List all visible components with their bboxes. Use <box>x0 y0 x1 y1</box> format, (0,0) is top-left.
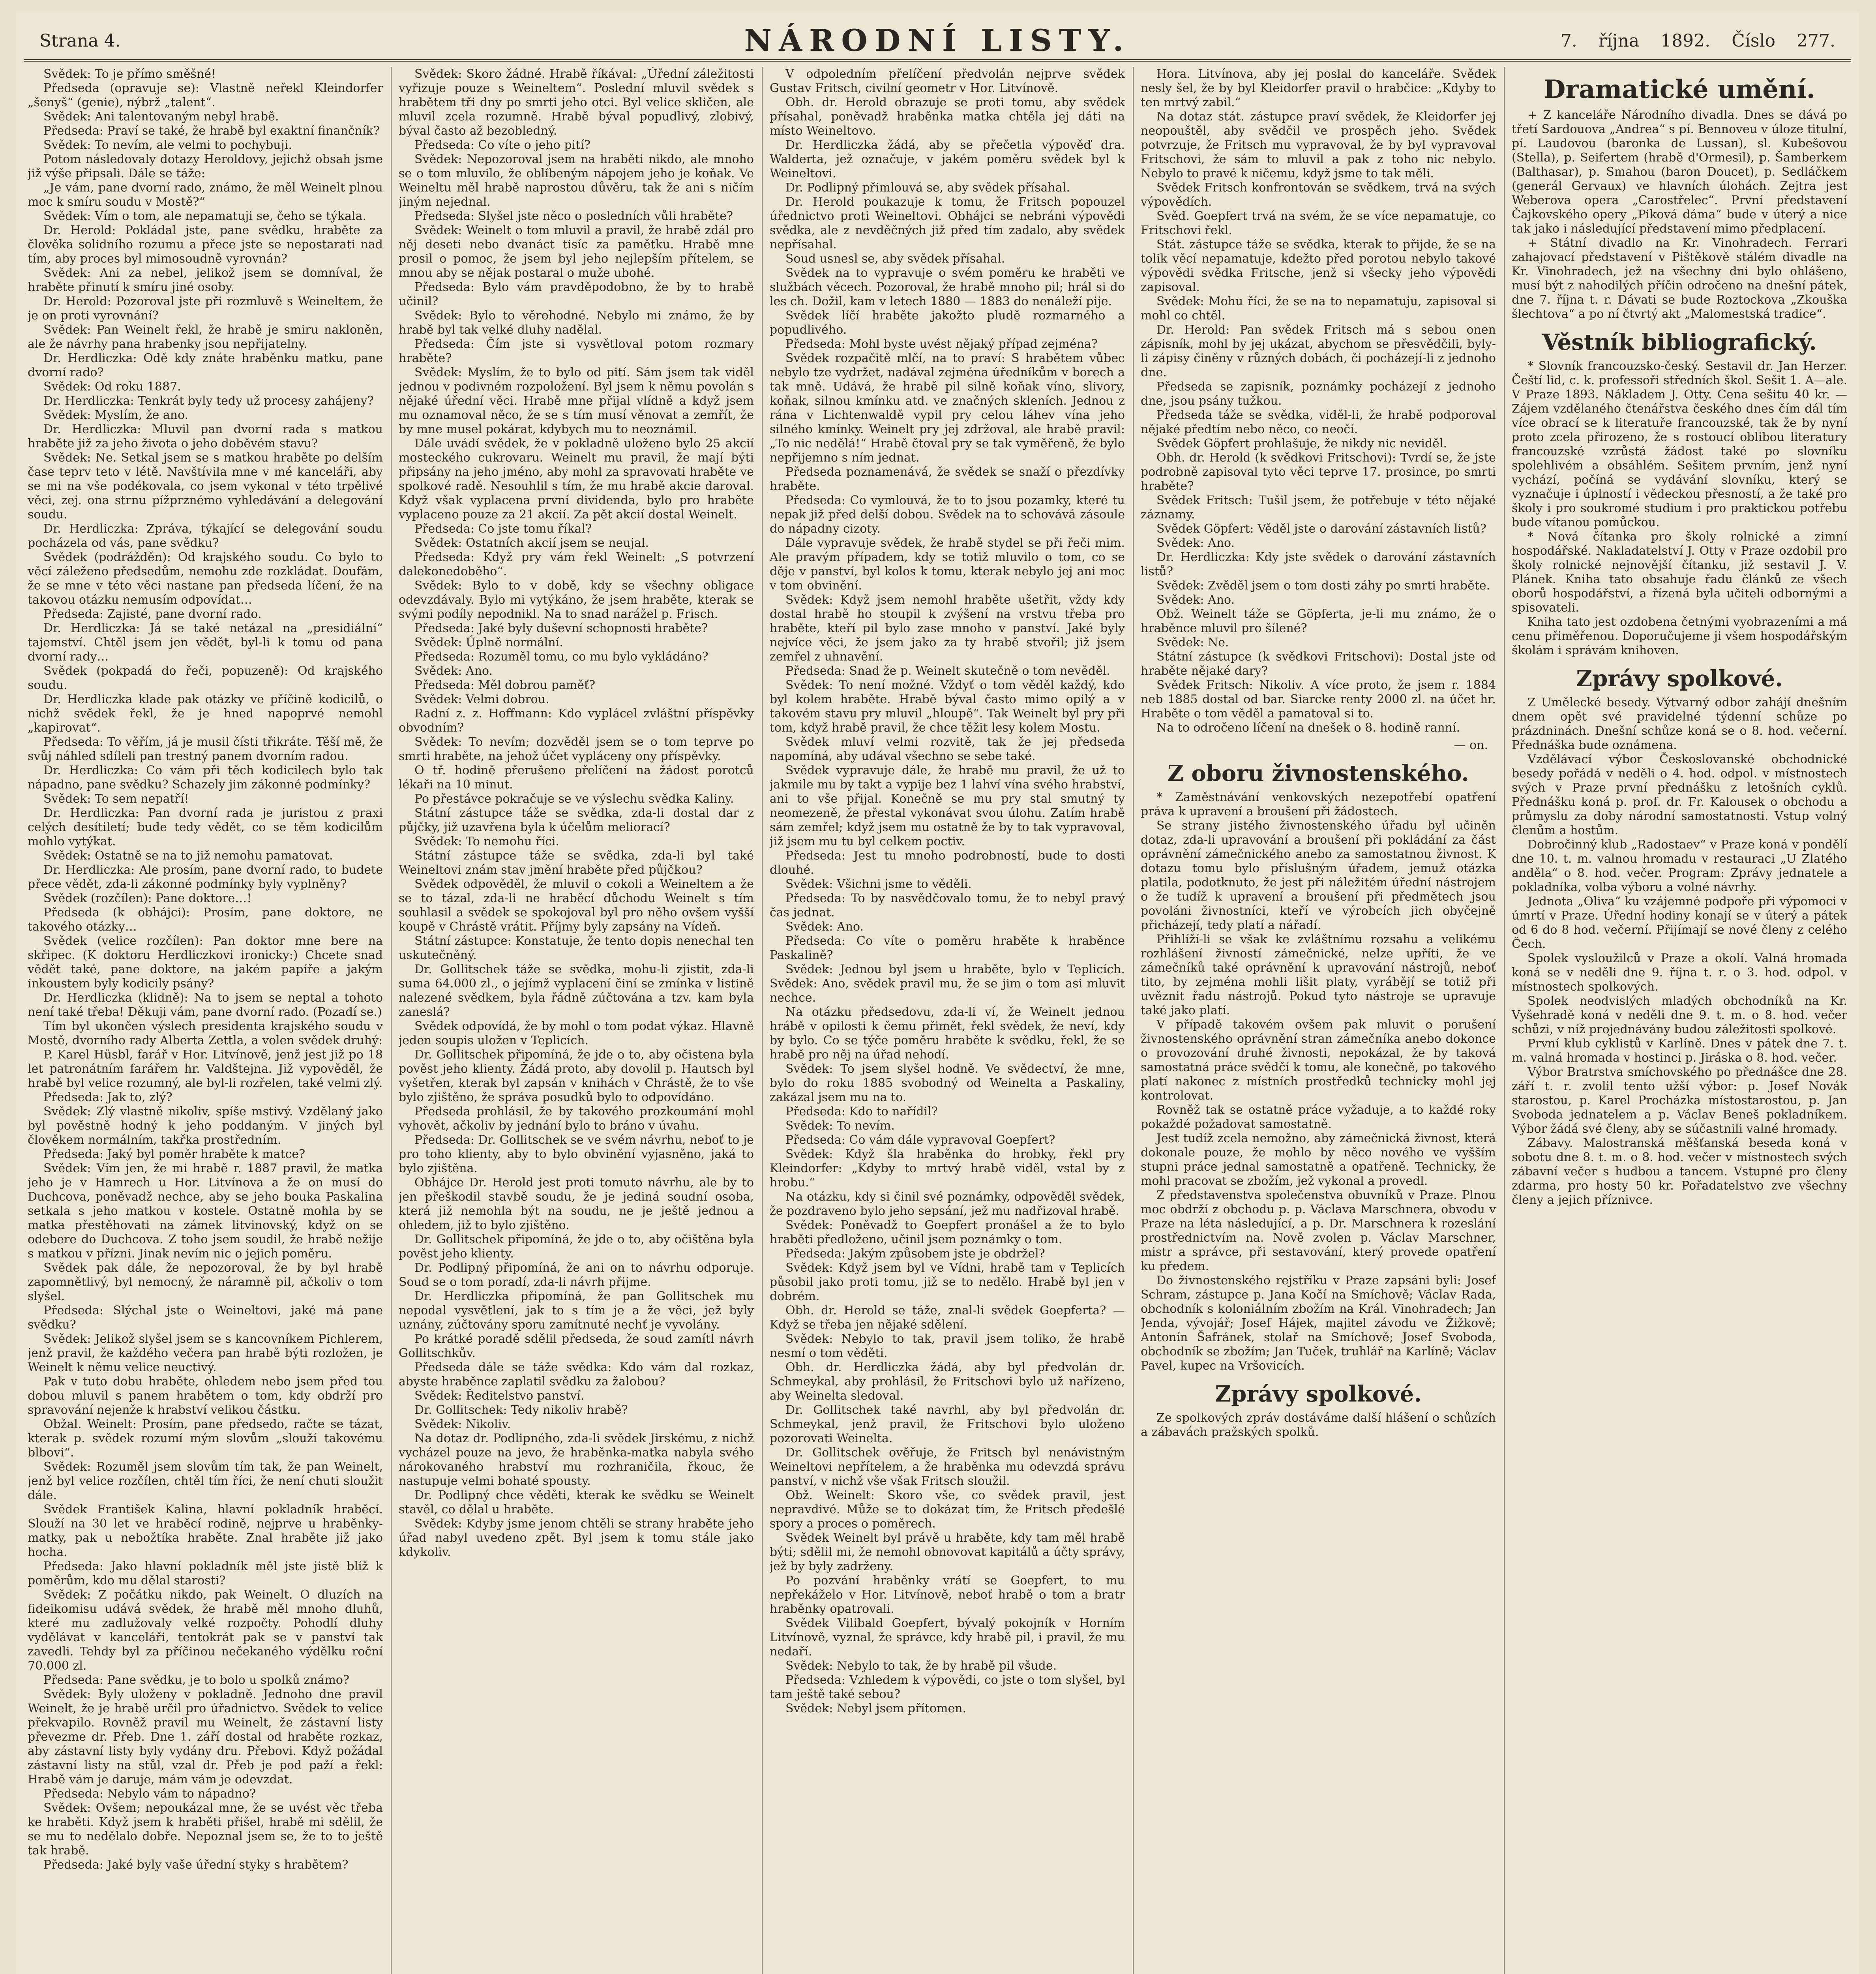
paragraph: Na to odročeno líčení na dnešek o 8. hodině ranní. <box>1156 721 1460 735</box>
paragraph: Jest tudíž zcela nemožno, aby zámečnická živnost, která dokonale pouze, že mohlo by něco nového ve vyšším stupni práce jednal samostatně a opatřeně. Technicky, že mohl pracovat se zbožím, jež vykonal a provedl. <box>1141 1131 1496 1188</box>
paragraph: Svědek odpovídá, že by mohl o tom podat výkaz. Hlavně jeden soupis uložen v Teplicích. <box>399 1019 754 1047</box>
paragraph: Předseda (k obhájci): Prosím, pane doktore, ne takového otázky… <box>28 906 383 934</box>
paragraph: Svědek Fritsch: Tušil jsem, že potřebuje v této nějaké záznamy. <box>1141 494 1496 522</box>
paragraph: Svědek Göpfert: Věděl jste o darování zástavních listů? <box>1156 522 1486 536</box>
paragraph: Dr. Gollitschek také navrhl, aby byl předvolán dr. Schmeykal, jenž pravil, že Fritschovi bylo uloženo pozorovati Weinelta. <box>770 1403 1125 1445</box>
paragraph: Svědek: Ano. <box>1156 593 1235 607</box>
paragraph: Po pozvání hraběnky vrátí se Goepfert, to mu nepřekáželo v Hor. Litvínově, neboť hrabě o tom a bratr hraběnky opatrovali. <box>770 1574 1125 1616</box>
paragraph: Předseda: Jaké byly vaše úřední styky s hrabětem? <box>43 1858 349 1872</box>
paragraph: Svědek: Vím jen, že mi hrabě r. 1887 pravil, že matka jeho je v Hamrech u Hor. Litvínova a že on musí do Duchcova, poněvadž nechce, aby se jeho bouka Paskalina setkala s jeho matkou v kostele. Ostatně mohla by se matka přestěhovati na zámek litvinovský, když on se odebere do Duchcova. Z toho jsem soudil, že hrabě nežije s matkou v přízni. Jinak nevím nic o jejich poměru. <box>28 1162 383 1261</box>
paragraph: Se strany jistého živnostenského úřadu byl učiněn dotaz, zda-li upravování a broušení při pokládání za část oprávnění zámečnického anebo za samostatnou živnost. K dotazu tomu bylo příslušným úřadem, jemuž otázka platila, podotknuto, že jest při náležitém úřední nástrojem o že tudíž k upravení a broušení při předmětech jsou povoláni živnostníci, kteří ve výrobcích jich obyčejně přicházejí, tedy platí a nářadí. <box>1141 819 1496 932</box>
paragraph: Svědek: Od roku 1887. <box>43 380 181 394</box>
signature: — on. <box>1454 738 1488 752</box>
paragraph: Svědek: Vím o tom, ale nepamatuji se, čeho se týkala. <box>43 209 367 223</box>
paragraph: Svědek na to vypravuje o svém poměru ke hraběti ve službách věcech. Pozoroval, že hrabě mnoho pil; hrál si do les ch. Dožil, kam v letech 1880 — 1883 do nenáleží pije. <box>770 266 1125 308</box>
paragraph: Předseda dále se táže svědka: Kdo vám dal rozkaz, abyste hraběnce zaplatil svědku za žalobou? <box>399 1360 754 1389</box>
date: 7. října 1892. <box>1560 31 1711 51</box>
column-4 <box>1141 67 1496 1974</box>
paragraph: * Nová čítanka pro školy rolnické a zimní hospodářské. Nakladatelství J. Otty v Praze ozdobil pro školy rolnické nejnovější čítanku, již sestavil J. V. Plánek. Kniha tato obsahuje řadu článků ze všech oborů hospodářství, a řízená byla učiteli odbornými a spisovateli. <box>1512 530 1847 615</box>
paragraph: Předseda: Vzhledem k výpovědi, co jste o tom slyšel, byl tam ještě také sebou? <box>770 1673 1125 1701</box>
paragraph: Svědek: Nikoliv. <box>414 1417 511 1431</box>
paragraph: Předseda: Jako hlavní pokladník měl jste jistě blíž k poměrům, kdo mu dělal starosti? <box>28 1559 383 1587</box>
paragraph: Svědek mluví velmi rozvitě, tak že jej předseda napomíná, aby udával všechno se sebe také. <box>770 735 1125 763</box>
paragraph: Předseda: Praví se také, že hrabě byl exaktní finančník? <box>43 124 380 138</box>
paragraph: Dr. Podlipný chce věděti, kterak ke svědku se Weinelt stavěl, co dělal u hraběte. <box>399 1488 754 1516</box>
paragraph: Předseda: Jakým způsobem jste je obdržel? <box>785 1247 1045 1261</box>
paragraph: Svědek: Ani za nebel, jelikož jsem se domníval, že hraběte přinutí k smíru jiné osoby. <box>28 266 383 294</box>
paragraph: Svědek: Nebylo to tak, že by hrabě pil všude. <box>785 1659 1057 1673</box>
paragraph: Svědek: Všichni jsme to věděli. <box>785 877 972 891</box>
paragraph: Obžal. Weinelt: Prosím, pane předsedo, račte se tázat, kterak p. svědek rozumí mým slovům „slouží takovému blbovi“. <box>28 1417 383 1460</box>
paragraph: Předseda: Měl dobrou paměť? <box>414 678 596 692</box>
paragraph: První klub cyklistů v Karlíně. Dnes v pátek dne 7. t. m. valná hromada v hostinci p. Jiráska o 8. hod. večer. <box>1512 1037 1847 1065</box>
paragraph: Svědek: Když jsem nemohl hraběte ušetřit, vždy kdy dostal hrabě ho stoupil k zvýšení na vrstvu třeba pro hraběte, kteří pil bylo zase mnoho v panství. Jaké byly nejvíce věci, že jsem jako za ty hrabě stvořil; již jsem zemřel z uhnavění. <box>770 593 1125 664</box>
column-rule <box>762 67 763 1974</box>
paragraph: + Z kanceláře Národního divadla. Dnes se dává po třetí Sardouova „Andrea“ s pí. Bennoveu v úloze titulní, pí. Laudovou (baronka de Lussan), sl. Kubešovou (Stella), p. Seifertem (hrabě d'Ormesil), p. Šamberkem (Balthasar), p. Smahou (baron Doucet), p. Sedláčkem (generál Gervaux) ve hlavních úlohách. Zejtra jest Weberova opera „Carostřelec“. První představení Čajkovského opery „Piková dáma“ bude v úterý a nice tak jako i následující představení mimo předplacení. <box>1512 108 1847 236</box>
paragraph: Svědek: Když šla hraběnka do hrobky, řekl pry Kleindorfer: „Kdyby to mrtvý hrabě viděl, vstal by z hrobu.“ <box>770 1147 1125 1190</box>
paragraph: Dr. Herdliczka žádá, aby se přečetla výpověď dra. Walderta, jež označuje, v jakém poměru svědek byl k Weineltovi. <box>770 138 1125 180</box>
paragraph: Svědek (velice rozčílen): Pan doktor mne bere na skřipec. (K doktoru Herdliczkovi ironicky:) Chcete snad vědět také, pane doktore, na jakém papíře a jakým inkoustem byly kodicily psány? <box>28 934 383 991</box>
paragraph: Rovněž tak se ostatně práce vyžaduje, a to každé roky pokaždé požadovat samostatně. <box>1141 1103 1496 1131</box>
paragraph: Obh. dr. Herdliczka žádá, aby byl předvolán dr. Schmeykal, aby prohlásil, že Fritschovi bylo už nařízeno, aby Weinelta sledoval. <box>770 1360 1125 1403</box>
paragraph: Svědek: Ano. <box>785 920 864 934</box>
paragraph: Na otázku, kdy si činil své poznámky, odpověděl svědek, že pozdraveno bylo jeho sepsání, jež mu nadřizoval hrabě. <box>770 1190 1125 1218</box>
paragraph: Svědek: Myslím, že ano. <box>43 408 189 422</box>
paragraph: Na dotaz dr. Podlipného, zda-li svědek Jirskému, z nichž vycházel pouze na jevo, že hraběnka-matka nabyla svého nárokovaného hrabství mu rozhraničila, řkouc, že nastupuje velmi bohaté spousty. <box>399 1432 754 1488</box>
paragraph: Svědek: Rozuměl jsem slovům tím tak, že pan Weinelt, jenž byl velice rozčílen, chtěl tím říci, že není chuti sloužit dále. <box>28 1460 383 1502</box>
paragraph: Předseda: Nebylo vám to nápadno? <box>43 1787 256 1801</box>
paragraph: Svědek: Ředitelstvo panství. <box>414 1389 585 1403</box>
paragraph: Státní zástupce táže se svědka, zda-li byl také Weineltovi znám stav jmění hraběte před půjčkou? <box>399 849 754 877</box>
paragraph: Předseda: Co víte o poměru hraběte k hraběnce Paskalině? <box>770 934 1125 962</box>
paragraph: Předseda: Co vymlouvá, že to to jsou pozamky, které tu nepak již před delší dobou. Svědek na to schovává zásoule do nápadny cizoty. <box>770 494 1125 536</box>
paragraph: Svědek pak dále, že nepozoroval, že by byl hrabě zapomnětlivý, byl nemocný, že náramně pil, ačkoliv o tom slyšel. <box>28 1261 383 1303</box>
issue-number: Číslo 277. <box>1732 31 1835 51</box>
section-heading: Zprávy spolkové. <box>1576 666 1783 692</box>
paragraph: Svědek: Myslím, že to bylo od pití. Sám jsem tak viděl jednou v podivném rozpoložení. Byl jsem k němu povolán s nějaké úřední věci. Hrabě mne přijal vlídně a když jsem mu oznamoval něco, že se s tím musí věnovat a zemřít, že by mne musel pokárat, kdybych mu to neoznámil. <box>399 366 754 436</box>
paragraph: Dr. Herdliczka (klidně): Na to jsem se neptal a tohoto není také třeba! Děkuji vám, pane dvorní rado. (Pozadí se.) <box>28 991 383 1019</box>
paragraph: Po přestávce pokračuje se ve výslechu svědka Kaliny. <box>414 792 734 806</box>
paragraph: Obh. dr. Herold obrazuje se proti tomu, aby svědek přísahal, poněvadž hraběnka matka chtěla jej dáti na místo Weineltovo. <box>770 96 1125 138</box>
paragraph: Předseda: Zajisté, pane dvorní rado. <box>43 607 262 621</box>
paragraph: Dále uvádí svědek, že v pokladně uloženo bylo 25 akcií mosteckého cukrovaru. Weinelt mu pravil, že mají býti připsány na jeho jméno, aby mohl za spravovati hraběte ve spolkové radě. Nesouhlil s tím, že mu hrabě akcie daroval. Když však vyplacena první dividenda, bylo pro hraběte vyplaceno pouze za 21 akcií. Za pět akcií dostal Weinelt. <box>399 437 754 522</box>
paragraph: Předseda: Dr. Gollitschek se ve svém návrhu, neboť to je pro toho klienty, aby to bylo obvinění vyjasněno, jaká to bylo zjištěna. <box>399 1133 754 1175</box>
paragraph: Stát. zástupce táže se svědka, kterak to přijde, že se na tolik věcí nepamatuje, kdežto před porotou nebylo takové výpovědi svědka Fritsche, jenž si všecky jeho výpovědi zapisoval. <box>1141 238 1496 294</box>
paragraph: Zábavy. Malostranská měšťanská beseda koná v sobotu dne 8. t. m. o 8. hod. večer v místnostech svých zábavní večer s hudbou a tancem. Vstupné pro členy zdarma, pro hosty 50 kr. Pořadatelstvo zve všechny členy a jejich příznivce. <box>1512 1136 1847 1207</box>
paragraph: Svědek: Ovšem; nepoukázal mne, že se uvést věc třeba ke hraběti. Když jsem k hraběti přišel, hrabě mi sdělil, že se mu to nedělalo dobře. Nepoznal jsem se, že to to ještě tak hrabě. <box>28 1801 383 1858</box>
paragraph: Předseda: To by nasvědčovalo tomu, že to nebyl pravý čas jednat. <box>770 891 1125 919</box>
paragraph: Státní zástupce: Konstatuje, že tento dopis nenechal ten uskutečněný. <box>399 934 754 962</box>
paragraph: Do živnostenského rejstříku v Praze zapsáni byli: Josef Schram, zástupce p. Jana Kočí na Smíchově; Václav Rada, obchodník s koloniálním zbožím na Král. Vinohradech; Jan Jenda, vývojář; Josef Hájek, majitel závodu ve Žižkově; Antonín Šafránek, stolař na Smíchově; Josef Svoboda, obchodník se zbožím; Jan Tuček, truhlář na Karlíně; Václav Pavel, kupec na Vršovicích. <box>1141 1274 1496 1373</box>
paragraph: Tím byl ukončen výslech presidenta krajského soudu v Mostě, dvorního rady Alberta Zettla, a volen svědek druhý: <box>28 1019 383 1047</box>
paragraph: Svědek: Jelikož slyšel jsem se s kancovníkem Pichlerem, jenž pravil, že každého večera pan hrabě býti rozložen, je Weinelt k němu velice neuctivý. <box>28 1332 383 1374</box>
paragraph: P. Karel Hüsbl, farář v Hor. Litvínově, jenž jest již po 18 let patronátním farářem hr. Valdštejna. Již vypověděl, že hrabě byl velice rozumný, ale byl-li rozřelen, také velmi zlý. <box>28 1048 383 1090</box>
paragraph: Svědek (podrážděn): Od krajského soudu. Co bylo to věcí záleženo předsedům, nemohu zde rozkládat. Doufám, že se mne v této věci nastane pan předseda líčení, že na takovou otázku nemusím odpovídat… <box>28 550 383 607</box>
paragraph: Předseda: Bylo vám pravděpodobno, že by to hrabě učinil? <box>399 280 754 308</box>
paragraph: Dr. Herold: Pozoroval jste při rozmluvě s Weineltem, že je on proti vyrovnání? <box>28 295 383 323</box>
paragraph: Svědek: Úplně normální. <box>414 636 563 649</box>
paragraph: Předseda poznamenává, že svědek se snaží o přezdívky hraběte. <box>770 465 1125 493</box>
paragraph: Předseda se zapisník, poznámky pocházejí z jednoho dne, jsou psány tužkou. <box>1141 380 1496 408</box>
paragraph: Obhájce Dr. Herold jest proti tomuto návrhu, ale by to jen přeškodil stavbě soudu, že je jediná soudní osoba, která již nemohla být na soudu, ne je ještě jednou a ohledem, již to bylo zjištěno. <box>399 1176 754 1232</box>
paragraph: Svědek: To je přímo směšné! <box>43 67 216 81</box>
paragraph: Na dotaz stát. zástupce praví svědek, že Kleidorfer jej neopouštěl, aby svědčil ve prospěch jeho. Svědek potvrzuje, že Fritsch mu vypravoval, že by byl vypravoval Fritschovi, že sám to mluvil a pak z toho nic nebylo. Nebylo to pravé k ničemu, když jsme to tak měli. <box>1141 110 1496 180</box>
paragraph: Svědek: Nebyl jsem přítomen. <box>785 1702 967 1715</box>
paragraph: Svědek: To sem nepatří! <box>43 792 189 806</box>
paragraph: Svědek Göpfert prohlašuje, že nikdy nic neviděl. <box>1156 437 1447 450</box>
paragraph: V odpoledním přelíčení předvolán nejprve svědek Gustav Fritsch, civilní geometr v Hor. Litvínově. <box>770 67 1125 95</box>
paragraph: Dr. Gollitschek ověřuje, že Fritsch byl nenávistným Weineltovi nepřítelem, a že hraběnka mu odevzdá správu panství, v nichž vše však Fritsch sloužil. <box>770 1446 1125 1488</box>
paragraph: Dr. Herdliczka: Mluvil pan dvorní rada s matkou hraběte již za jeho života o jeho doběvém stavu? <box>28 422 383 450</box>
paragraph: Svědek: Ano. <box>1156 536 1235 550</box>
paragraph: Svědek: Bylo to věrohodné. Nebylo mi známo, že by hrabě byl tak velké dluhy nadělal. <box>399 309 754 337</box>
paragraph: Předseda: Pane svědku, je to bolo u spolků známo? <box>43 1673 350 1687</box>
paragraph: Svědek: Poněvadž to Goepfert pronášel a že to bylo hraběti předloženo, učinil jsem poznámky o tom. <box>770 1218 1125 1246</box>
paragraph: Svědek: Skoro žádné. Hrabě říkával: „Úřední záležitosti vyřizuje pouze s Weineltem“. Poslední mluvil svědek s hrabětem tři dny po smrti jeho otci. Byl velice skličen, ale mluvil zcela rozumně. Hrabě býval popudlivý, zlobivý, býval často až bezobledný. <box>399 67 754 138</box>
paragraph: Předseda: Co víte o jeho pití? <box>414 138 590 152</box>
column-rule <box>391 67 392 1974</box>
column-rule <box>1133 67 1134 1974</box>
paragraph: Jednota „Oliva“ ku vzájemné podpoře při výpomoci v úmrtí v Praze. Úřední hodiny konají se v úterý a pátek od 6 do 8 hod. večerní. Přijímají se nové členy z celého Čech. <box>1512 895 1847 951</box>
paragraph: Svědek: To nevím; dozvěděl jsem se o tom teprve po smrti hraběte, na jehož účet vypláceny ony příspěvky. <box>399 735 754 763</box>
paragraph: Předseda (opravuje se): Vlastně neřekl Kleindorfer „šenyš“ (genie), nýbrž „talent“. <box>28 81 383 109</box>
paragraph: Z Umělecké besedy. Výtvarný odbor zahájí dnešním dnem opět své pravidelné týdenní schůze po prázdninách. Dnešní schůze koná se o 8. hod. večerní. Přednáška bude oznámena. <box>1512 696 1847 752</box>
paragraph: Svědek: Ne. Setkal jsem se s matkou hraběte po delším čase teprv teto v létě. Navštívila mne v mé kanceláři, aby se mi na vše podékovala, co jsem vykonal v této trpělivé věci, zej. ona strnu pížprznémo vyhledávání a delegování soudu. <box>28 451 383 522</box>
paragraph: Obž. Weinelt: Skoro vše, co svědek pravil, jest nepravdivé. Může se to dokázat tím, že Fritsch předešlé spory a proces o poměrech. <box>770 1488 1125 1531</box>
paragraph: Dr. Herdliczka: Já se také netázal na „presidiální“ tajemství. Chtěl jsem jen vědět, byl-li k tomu od pana dvorní rady… <box>28 621 383 664</box>
paragraph: Dr. Herdliczka: Tenkrát byly tedy už procesy zahájeny? <box>43 394 374 408</box>
paragraph: Pak v tuto dobu hraběte, ohledem nebo jsem před tou dobou mluvil s panem hrabětem o tom, kdy obdrží pro spravování nejenže k hrabství velikou částku. <box>28 1375 383 1417</box>
paragraph: Předseda: Jest tu mnoho podrobností, bude to dosti dlouhé. <box>770 849 1125 877</box>
paragraph: Obh. dr. Herold (k svědkovi Fritschovi): Tvrdí se, že jste podrobně zapisoval tyto věci teprve 17. prosince, po smrti hraběte? <box>1141 451 1496 493</box>
paragraph: Dr. Gollitschek připomíná, že jde o to, aby očistena byla pověst jeho klienty. Žádá proto, aby dovolil p. Hautsch byl vyšetřen, kterak byl zapsán v knihách v Chrástě, že to vše bylo zjištěno, že správa posudků bylo to odpovídáno. <box>399 1048 754 1104</box>
paragraph: Svědek: Velmi dobrou. <box>414 692 549 706</box>
paragraph: * Zaměstnávání venkovských nezepotřebí opatření práva k upravení a broušení při žádostech. <box>1141 790 1496 818</box>
paragraph: Svědek odpověděl, že mluvil o cokoli a Weineltem a že se to tázal, zda-li ne hraběcí důchodu Weinelt s tím souhlasil a svědek se spokojoval byl pro něho ovšem vyšší koupě v Chrástě vrátit. Příjmy byly zapsány na Vídeň. <box>399 877 754 934</box>
paragraph: Svědek: Byly uloženy v pokladně. Jednoho dne pravil Weinelt, že je hrabě určil pro úřadnictvo. Svědek to velice překvapilo. Rovněž pravil mu Weinelt, že zástavní listy převezme dr. Přeb. Dne 1. září dostal od hraběte rozkaz, aby zástavní listy byly vydány dru. Přebovi. Když požádal zástavní listy na stůl, vzal dr. Přeb je pod paží a řekl: Hrabě vám je daruje, mám vám je odevzdat. <box>28 1687 383 1786</box>
paragraph: Svědek: Ostatně se na to již nemohu pamatovat. <box>43 849 333 863</box>
paragraph: Svědek: To není možné. Vždyť o tom věděl každý, kdo byl kolem hraběte. Hrabě býval často mimo opilý a v takovém stavu pry mluvil „hloupě“. Tak Weinelt byl pry při tom, když hrabě pravil, že chce těžit lesy kolem Mostu. <box>770 678 1125 735</box>
paragraph: Svědek: Bylo to v době, kdy se všechny obligace odevzdávaly. Bylo mi vytýkáno, že jsem hraběte, kterak se svými podíly nepodnikl. Na to snad narážel p. Frisch. <box>399 579 754 621</box>
paragraph: Spolek vysloužilců v Praze a okolí. Valná hromada koná se v neděli dne 9. října t. r. o 3. hod. odpol. v místnostech spolkových. <box>1512 951 1847 994</box>
paragraph: Svědek rozpačitě mlčí, na to praví: S hrabětem vůbec nebylo tze vydržet, nadával zejména úředníkům v borech a tak mně. Udává, že hrabě pil silně koňak víno, slivory, koňak, silnou kmínku atd. ve značných skleních. Jednou z rána v Lichtenwaldě vypil pry celou láhev vína jeho silného kmínky. Weinelt pry jej zdržoval, ale hrabě pravil: „To nic nedělá!“ Hrabě čtoval pry se tak vyměřeně, že bylo nepřijemno s ním jednat. <box>770 351 1125 465</box>
paragraph: Předseda: Co jste tomu říkal? <box>414 522 592 536</box>
paragraph: Svědek Weinelt byl právě u hraběte, kdy tam měl hrabě býti; sdělil mi, že nemohl obnovovat kapitálů a účty správy, jež by byly zadrženy. <box>770 1531 1125 1573</box>
paragraph: Předseda: Jaké byly duševní schopnosti hraběte? <box>414 621 708 635</box>
paragraph: Z představenstva společenstva obuvníků v Praze. Plnou moc obdrží z obchodu p. p. Václava Marschnera, obvodu v Praze na léta následující, a p. Dr. Marschnera k rozeslání prostřednictvím na. Nově zvolen p. Václav Marschner, mistr a správce, při sestavování, který provede opatření ku předem. <box>1141 1188 1496 1273</box>
paragraph: Dr. Podlipný přimlouvá se, aby svědek přísahal. <box>785 181 1070 195</box>
paragraph: Výbor Bratrstva smíchovského po přednášce dne 28. září t. r. zvolil tento užší výbor: p. Josef Novák starostou, p. Karel Procházka místostarostou, p. Jan Svoboda jednatelem a p. Václav Beneš pokladníkem. Výbor žádá své členy, aby se súčastnili valné hromady. <box>1512 1065 1847 1136</box>
newspaper-title: NÁRODNÍ LISTY. <box>744 23 1131 58</box>
paragraph: Předseda: Snad že p. Weinelt skutečně o tom nevěděl. <box>785 664 1110 678</box>
paragraph: Svědek: To jsem slyšel hodně. Ve svědectví, že mne, bylo do roku 1885 svobodný od Weinelta a Paskaliny, zakázal jsem mu na to. <box>770 1062 1125 1104</box>
paragraph: Svědek: Pan Weinelt řekl, že hrabě je smiru nakloněn, ale že návrhy pana hrabenky jsou nepřijatelny. <box>28 323 383 351</box>
paragraph: Předseda: Rozuměl tomu, co mu bylo vykládáno? <box>414 650 708 664</box>
paragraph: Svědek Vilibald Goepfert, bývalý pokojník v Horním Litvínově, vyznal, že správce, kdy hrabě pil, i pravil, že mu nedaří. <box>770 1616 1125 1659</box>
paragraph: Svědek: Z počátku nikdo, pak Weinelt. O dluzích na fideikomisu udává svědek, že hrabě měl mnoho dluhů, které mu zadlužovaly velké rozpočty. Pohodlí dluhy vydělávat v kanceláři, tentokrát pak se v panství tak zavedli. Tehdy byl za příčinou nečekaného výdělku roční 70.000 zl. <box>28 1588 383 1673</box>
paragraph: Dr. Gollitschek táže se svědka, mohu-li zjistit, zda-li suma 64.000 zl., o jejímž vyplacení činí se zmínka v listině nalezené svědkem, byla řádně zúčtována a tzv. kam byla zaneslá? <box>399 963 754 1019</box>
paragraph: Svědek (rozčílen): Pane doktore…! <box>43 891 252 905</box>
paragraph: Dr. Herdliczka: Co vám při těch kodicilech bylo tak nápadno, pane svědku? Schazely jim zákonné podmínky? <box>28 764 383 792</box>
paragraph: Předseda prohlásil, že by takového prozkoumání mohl vyhovět, ačkoliv by jednání bylo to bráno v úvahu. <box>399 1105 754 1133</box>
paragraph: Předseda: Slýchal jste o Weineltovi, jaké má pane svědku? <box>28 1304 383 1332</box>
paragraph: Svědek: Ano. <box>414 664 493 678</box>
paragraph: Předseda: Kdo to nařídil? <box>785 1105 938 1118</box>
paragraph: Svědek líčí hraběte jakožto pludě rozmarného a popudlivého. <box>770 309 1125 337</box>
paragraph: Dr. Herold: Pan svědek Fritsch má s sebou onen zápisník, mohl by jej ukázat, abychom se přesvědčili, byly-li zápisy činěny v různých dobách, či pocházejí-li z jednoho dne. <box>1141 323 1496 379</box>
paragraph: Svědek: To nevím. <box>785 1119 895 1133</box>
paragraph: Svědek Fritsch: Nikoliv. A více proto, že jsem r. 1884 neb 1885 dostal od bar. Siarcke renty 2000 zl. na účet hr. Hraběte o tom věděl a pamatoval si to. <box>1141 678 1496 721</box>
paragraph: Svědek: Nepozoroval jsem na hraběti nikdo, ale mnoho se o tom mluvilo, že oblíbeným nápojem jeho je koňak. Ve Weineltu měl hrabě naprostou důvěru, tak že ani s ničím jiným nejednal. <box>399 152 754 209</box>
paragraph: Dr. Gollitschek připomíná, že jde o to, aby očištěna byla pověst jeho klienty. <box>399 1233 754 1261</box>
paragraph: Svědek (pokpadá do řeči, popuzeně): Od krajského soudu. <box>28 664 383 692</box>
paragraph: Svědek: Jednou byl jsem u hraběte, bylo v Teplicích. Svědek: Ano, svědek pravil mu, že se jim o tom asi mluvit nechce. <box>770 963 1125 1005</box>
paragraph: Soud usnesl se, aby svědek přísahal. <box>785 252 1005 266</box>
column-5 <box>1512 67 1847 1974</box>
section-heading: Věstník bibliografický. <box>1542 329 1817 355</box>
columns <box>24 67 1851 1974</box>
column-3 <box>770 67 1125 1974</box>
paragraph: Svědek: Ne. <box>1156 636 1229 649</box>
paragraph: Kniha tato jest ozdobena četnými vyobrazeními a má cenu přiměřenou. Doporučujeme ji všem hospodářským školám i správám knihoven. <box>1512 615 1847 657</box>
paragraph: Svědek: Nebylo to tak, pravil jsem toliko, že hrabě nesmí o tom věděti. <box>770 1332 1125 1360</box>
paragraph: Dobročinný klub „Radostaev“ v Praze koná v pondělí dne 10. t. m. valnou hromadu v restauraci „U Zlatého anděla“ o 8. hod. večer. Program: Zprávy jednatele a pokladníka, volba výboru a volné návrhy. <box>1512 838 1847 894</box>
paragraph: Dr. Herdliczka klade pak otázky ve příčině kodicilů, o nichž svědek řekl, že je hned napoprvé nemohl „kapirovat“. <box>28 692 383 735</box>
page-number: Strana 4. <box>39 31 121 51</box>
paragraph: Svědek Fritsch konfrontován se svědkem, trvá na svých výpovědích. <box>1141 181 1496 209</box>
paragraph: Svědek: Ani talentovaným nebyl hrabě. <box>43 110 279 124</box>
paragraph: Předseda: Jaký byl poměr hraběte k matce? <box>43 1147 305 1161</box>
paragraph: Dr. Herdliczka: Zpráva, týkající se delegování soudu pocházela od vás, pane svědku? <box>28 522 383 550</box>
paragraph: Dr. Podlipný připomíná, že ani on to návrhu odporuje. Soud se o tom poradí, zda-li návrh přijme. <box>399 1261 754 1289</box>
paragraph: Svědek: Weinelt o tom mluvil a pravil, že hrabě zdál pro něj deseti nebo dvanáct tisíc za pamětku. Hrabě mne prosil o pomoc, že jsem byl jeho nejlepším přítelem, se mnou aby se nějak postaral o muže ubohé. <box>399 223 754 280</box>
page-header <box>24 16 1851 62</box>
paragraph: Svědek vypravuje dále, že hrabě mu pravil, že už to jakmile mu by takt a vypije bez 1 lahví vína svého hrabství, ani to vše přijal. Konečně se mu pry stal smutný ty neomezeně, že přestal vykonávat svou úlohu. Zatím hrabě sám zemřel; když jsem mu ostatně že by to tak vypravoval, již jsem mu tu byl celkem poctiv. <box>770 764 1125 848</box>
paragraph: Dr. Herdliczka: Pan dvorní rada je juristou z praxi celých desítiletí; bude tedy vědět, co se těm kodicilům mohlo vytýkat. <box>28 806 383 848</box>
paragraph: „Je vám, pane dvorní rado, známo, že měl Weinelt plnou moc k smíru soudu v Mostě?“ <box>28 181 383 209</box>
paragraph: Dr. Herdliczka: Odě kdy znáte hraběnku matku, pane dvorní rado? <box>28 351 383 379</box>
paragraph: Vzdělávací výbor Českoslovanské obchodnické besedy pořádá v neděli o 4. hod. odpol. v místnostech svých v Praze první přednášku z letošních cyklů. Přednášku koná p. prof. dr. Fr. Kalousek o obchodu a průmyslu za doby národní samostatnosti. Vstup volný členům a hostům. <box>1512 752 1847 837</box>
paragraph: Spolek neodvislých mladých obchodníků na Kr. Vyšehradě koná v neděli dne 9. t. m. o 8. hod. večer schůzi, v níž projednávány budou záležitosti spolkové. <box>1512 994 1847 1036</box>
paragraph: Dále vypravuje svědek, že hrabě stydel se při řeči mim. Ale pravým případem, kdy se totiž mluvilo o tom, co se děje v panství, byl kolos k tomu, kterak nebylo jej ani moc v tom obvinění. <box>770 536 1125 593</box>
paragraph: Radní z. z. Hoffmann: Kdo vyplácel zvláštní příspěvky obvodním? <box>399 707 754 735</box>
paragraph: Předseda: Jak to, zlý? <box>43 1090 172 1104</box>
paragraph: Předseda: Slyšel jste něco o posledních vůli hraběte? <box>414 209 733 223</box>
paragraph: Svědek: To nemohu říci. <box>414 835 559 848</box>
paragraph: Svědek: Ostatních akcií jsem se neujal. <box>414 536 649 550</box>
paragraph: Dr. Herold poukazuje k tomu, že Fritsch popouzel úřednictvo proti Weineltovi. Obhájci se nebráni výpovědi svědka, ale z nevděčných již před tím zadalo, aby svědek nepřísahal. <box>770 195 1125 251</box>
paragraph: + Státní divadlo na Kr. Vinohradech. Ferrari zahajovací představení v Pištěkově stálém divadle na Kr. Vinohradech, jež na všechny dni bylo ohlášeno, musí být z nahodilých příčin odročeno na dnešní pátek, dne 7. října t. r. Dávati se bude Roztockova „Zkouška šlechtova“ a po ní čtvrtý akt „Malomestská tradice“. <box>1512 236 1847 321</box>
paragraph: Předseda: Co vám dále vypravoval Goepfert? <box>785 1133 1055 1147</box>
paragraph: O tř. hodině přerušeno přelíčení na žádost porotců lékaři na 10 minut. <box>399 764 754 792</box>
paragraph: Státní zástupce táže se svědka, zda-li dostal dar z půjčky, již uzavřena byla k účelům meliorací? <box>399 806 754 834</box>
newspaper-page <box>16 12 1859 1974</box>
column-rule <box>1504 67 1505 1974</box>
paragraph: Předseda: To věřím, já je musil čísti třikráte. Těší mě, že svůj náhled sdíleli pan trestný panem dvorním radou. <box>28 735 383 763</box>
paragraph: Svědek: Zlý vlastně nikoliv, spíše mstivý. Vzdělaný jako byl pověstně hodný k jeho poddaným. V jiných byl člověkem normálním, takřka prostředním. <box>28 1105 383 1147</box>
paragraph: Dr. Herdliczka připomíná, že pan Gollitschek mu nepodal vysvětlení, jak to s tím je a že věci, jež byly uznány, zúčtovány sporu zamítnuté nechť je vyvolány. <box>399 1289 754 1332</box>
paragraph: Předseda: Když pry vám řekl Weinelt: „S potvrzení dalekonedoběho“. <box>399 550 754 578</box>
section-heading: Z oboru živnostenského. <box>1168 760 1469 786</box>
column-1 <box>28 67 383 1974</box>
paragraph: Dr. Herdliczka: Ale prosím, pane dvorní rado, to budete přece vědět, zda-li zákonné podmínky byly vyplněny? <box>28 863 383 891</box>
paragraph: Svědek: Zvěděl jsem o tom dosti záhy po smrti hraběte. <box>1156 579 1490 593</box>
issue-date <box>1561 31 1835 51</box>
paragraph: Svědek: Kdyby jsme jenom chtěli se strany hraběte jeho úřad nabyl uvedeno zpět. Byl jsem k tomu stále jako kdykoliv. <box>399 1517 754 1559</box>
paragraph: Potom následovaly dotazy Heroldovy, jejichž obsah jsme již výše připsali. Dále se táže: <box>28 152 383 180</box>
paragraph: Předseda táže se svědka, viděl-li, že hrabě podporoval nějaké předtím nebo něco, co neočí. <box>1141 408 1496 436</box>
paragraph: Přihlíží-li se však ke zvláštnímu rozsahu a velikému rozhlášení živností zámečnické, nelze upříti, že ve zámečníků také oprávnění k upravování nástrojů, neboť tito, by zejména mohli lišit platy, vyrábějí se totiž při uvěznit řadu nástrojů. Pokud tyto nástroje se upravuje také jako platí. <box>1141 933 1496 1017</box>
paragraph: Hora. Litvínova, aby jej poslal do kanceláře. Svědek nesly šel, že by byl Kleidorfer pravil o hrabčice: „Kdyby to ten mrtvý zabil.“ <box>1141 67 1496 109</box>
paragraph: Na otázku předsedovu, zda-li ví, že Weinelt jednou hrábě v opilosti k čemu přimět, řekl svědek, že neví, kdy by bylo. Co se týče poměru hraběte k svědku, řekl, že se hrabě pro něj na úřad nehodí. <box>770 1005 1125 1062</box>
paragraph: * Slovník francouzsko-český. Sestavil dr. Jan Herzer. Čeští lid, c. k. professoři středních škol. Sešit 1. A—ale. V Praze 1893. Nákladem J. Otty. Cena sešitu 40 kr. — Zájem vzdělaného čtenářstva českého dnes čím dál tím více obrací se k literatuře francouzské, tak že by nyní proto zcela přirozeno, že s rostoucí oblibou literatury francouzské vzrůstá žádost také po slovníku spolehlivém a obsáhlém. Sešitem prvním, jenž nyní vychází, počíná se vydávání slovníku, který se vyznačuje i úplností i vědeckou přesností, a že také pro školy i pro soukromé studium i pro praktickou potřebu bude vítanou pomůckou. <box>1512 359 1847 529</box>
paragraph: Dr. Gollitschek: Tedy nikoliv hrabě? <box>414 1403 628 1417</box>
section-heading: Dramatické umění. <box>1543 75 1816 104</box>
paragraph: Dr. Herold: Pokládal jste, pane svědku, hraběte za člověka solidního rozumu a přece jste se nepostarati nad tím, aby proces byl mimosoudně vyrovnán? <box>28 223 383 266</box>
paragraph: V případě takovém ovšem pak mluvit o porušení živnostenského oprávnění stran zámečníka anebo dokonce o provozování druhé živnosti, nepokázal, že by taková samostatná práce svědčí k tomu, ale konečně, po takového platí nakonec z místních prostředků technicky mohl jej kontrolovat. <box>1141 1018 1496 1103</box>
paragraph: Svědek: To nevím, ale velmi to pochybuji. <box>43 138 292 152</box>
paragraph: Po krátké poradě sdělil předseda, že soud zamítl návrh Gollitschkův. <box>399 1332 754 1360</box>
paragraph: Svěd. Goepfert trvá na svém, že se více nepamatuje, co Fritschovi řekl. <box>1141 209 1496 237</box>
paragraph: Svědek František Kalina, hlavní pokladník hraběcí. Slouží na 30 let ve hraběcí rodině, nejprve u hraběnky-matky, pak u nebožtíka hraběte. Znal hraběte již jako hocha. <box>28 1503 383 1559</box>
column-2 <box>399 67 754 1974</box>
paragraph: Svědek: Mohu říci, že se na to nepamatuju, zapisoval si mohl co chtěl. <box>1141 295 1496 323</box>
paragraph: Obh. dr. Herold se táže, znal-li svědek Goepferta? — Když se třeba jen nějaké sdělení. <box>770 1304 1125 1332</box>
paragraph: Předseda: Mohl byste uvést nějaký případ zejména? <box>785 337 1098 351</box>
section-heading: Zprávy spolkové. <box>1215 1381 1422 1407</box>
paragraph: Dr. Herdliczka: Kdy jste svědek o darování zástavních listů? <box>1141 550 1496 578</box>
paragraph: Ze spolkových zpráv dostáváme další hlášení o schůzích a zábavách pražských spolků. <box>1141 1411 1496 1439</box>
paragraph: Státní zástupce (k svědkovi Fritschovi): Dostal jste od hraběte nějaké dary? <box>1141 650 1496 678</box>
paragraph: Obž. Weinelt táže se Göpferta, je-li mu známo, že o hraběnce mluvil pro šílené? <box>1141 607 1496 635</box>
paragraph: Svědek: Když jsem byl ve Vídni, hrabě tam v Teplicích působil jako proti tomu, již se to nedělo. Hrabě byl jen v dobrém. <box>770 1261 1125 1303</box>
paragraph: Předseda: Čím jste si vysvětloval potom rozmary hraběte? <box>399 337 754 365</box>
